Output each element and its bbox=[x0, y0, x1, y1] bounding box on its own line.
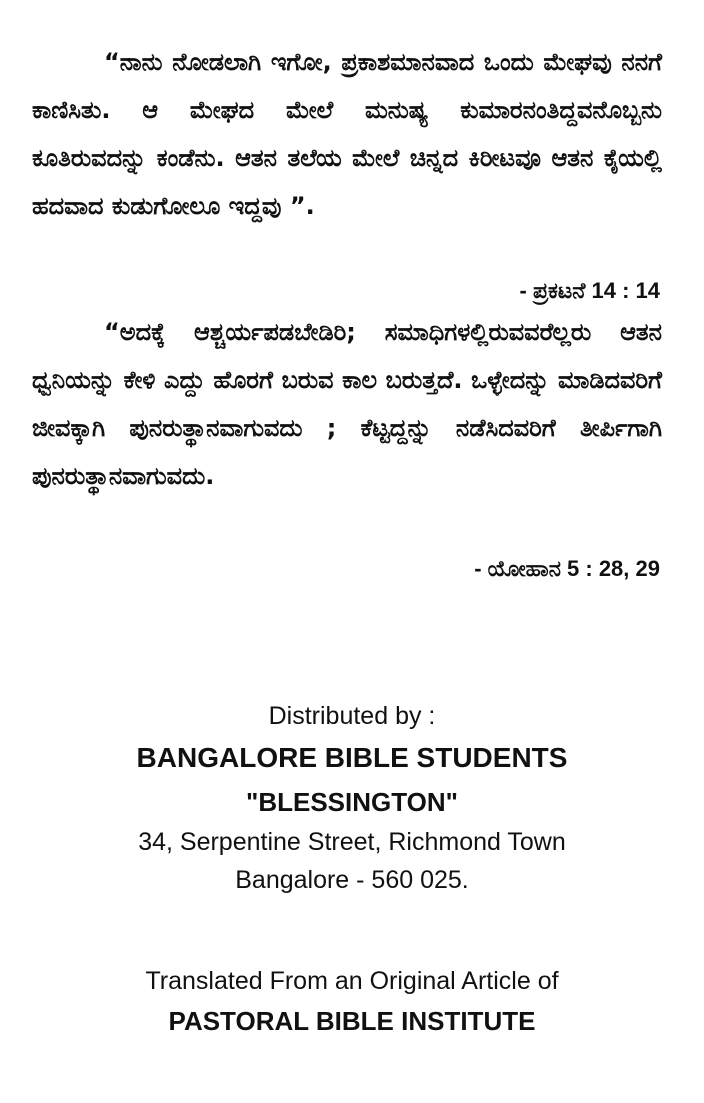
street-address: 34, Serpentine Street, Richmond Town bbox=[138, 828, 566, 856]
organization-name: BANGALORE BIBLE STUDENTS bbox=[136, 742, 568, 773]
scripture-quote-john: “ಅದಕ್ಕೆ ಆಶ್ಚರ್ಯಪಡಬೇಡಿರಿ; ಸಮಾಧಿಗಳಲ್ಲಿರುವವರೆಲ್ಲರು ಆತನ ಧ್ವನಿಯನ್ನು ಕೇಳಿ ಎದ್ದು ಹೊರಗೆ ಬರುವ ಕಾಲ ಬರುತ್ತದೆ. ಒಳ್ಳೇದನ್ನು ಮಾಡಿದವರಿಗೆ ಜೀವಕ್ಕಾಗಿ ಪುನರುತ್ಥಾನವಾಗುವದು ; ಕೆಟ್ಟದ್ದನ್ನು ನಡೆಸಿದವರಿಗೆ ತೀರ್ಪಿಗಾಗಿ ಪುನರುತ್ಥಾನವಾಗುವದು. bbox=[32, 318, 662, 490]
scripture-quote-revelation: “ನಾನು ನೋಡಲಾಗಿ ಇಗೋ, ಪ್ರಕಾಶಮಾನವಾದ ಒಂದು ಮೇಘವು ನನಗೆ ಕಾಣಿಸಿತು. ಆ ಮೇಘದ ಮೇಲೆ ಮನುಷ್ಯ ಕುಮಾರನಂತಿದ್ದವನೊಬ್ಬನು ಕೂತಿರುವದನ್ನು ಕಂಡೆನು. ಆತನ ತಲೆಯ ಮೇಲೆ ಚಿನ್ನದ ಕಿರೀಟವೂ ಆತನ ಕೈಯಲ್ಲಿ ಹದವಾದ ಕುಡುಗೋಲೂ ಇದ್ದವು ”. bbox=[32, 48, 662, 220]
distributed-by-label: Distributed by : bbox=[268, 702, 436, 730]
scripture-reference-revelation: - ಪ್ರಕಟನೆ 14 : 14 bbox=[519, 278, 660, 303]
city-address: Bangalore - 560 025. bbox=[235, 866, 469, 894]
scripture-reference-john: - ಯೋಹಾನ 5 : 28, 29 bbox=[474, 556, 660, 581]
house-name: "BLESSINGTON" bbox=[246, 787, 458, 817]
institute-name: PASTORAL BIBLE INSTITUTE bbox=[168, 1006, 536, 1036]
translated-from-label: Translated From an Original Article of bbox=[145, 967, 559, 995]
